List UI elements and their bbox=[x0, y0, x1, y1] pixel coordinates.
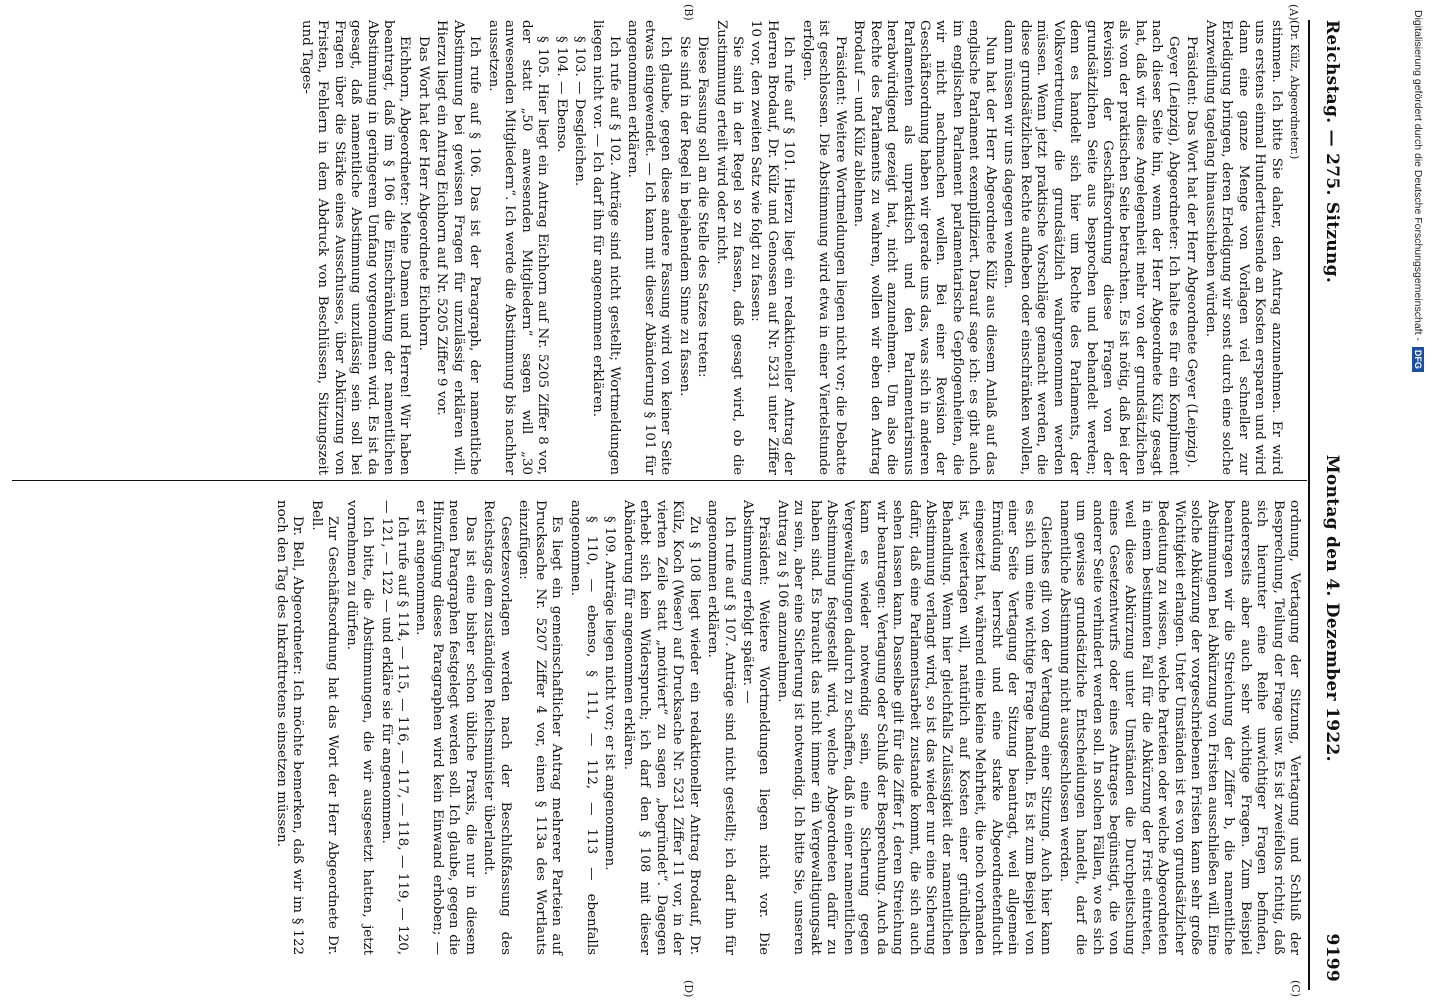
paragraph: § 103. — Desgleichen. bbox=[571, 36, 587, 187]
page-header bbox=[1312, 20, 1352, 982]
margin-mark-d: (D) bbox=[682, 980, 695, 998]
paragraph: Eichhorn, Abgeordneter: Meine Damen und Herren! Wir haben beantragt, daß im § 106 die Einschränkung der namentlichen Abstimmung in geringerem Umfang vorgenommen wird. Es ist da gesagt, daß namentliche Abstimmung unzulässig sein soll bei Fragen über die Stärke eines Ausschusses, über Abkürzung von Fristen, Fehlern in dem Abdruck von Beschlüssen, Sitzungszeit und Tages- bbox=[298, 20, 413, 475]
paragraph: Dr. Bell, Abgeordneter: Ich möchte bemerken, daß wir im § 122 noch den Tag des Inkrafttretens einsetzen müssen. bbox=[273, 500, 306, 955]
paragraph: Das ist eine bisher schon übliche Praxis, die nur in diesem neuen Paragraphen festgelegt werden soll. Ich glaube, gegen die Hinzufügung dieses Paragraphen wird kein Einwand erhoben; — er ist angenommen. bbox=[413, 500, 478, 955]
header-session: Reichstag. — 275. Sitzung. bbox=[1322, 20, 1342, 284]
paragraph: Ich glaube, gegen diese andere Fassung wird von keiner Seite etwas eingewendet. — Ich kann mit dieser Abänderung § 101 für angenommen erklären. bbox=[625, 20, 674, 475]
page-number: 9199 bbox=[1322, 933, 1342, 982]
paragraph: § 109. Anträge liegen nicht vor; er ist angenommen. bbox=[602, 516, 618, 871]
left-text-column bbox=[295, 20, 1302, 475]
margin-mark-c: (C) bbox=[1289, 980, 1302, 997]
paragraph: (Dr. Külz, Abgeordneter.) bbox=[1288, 20, 1301, 160]
paragraph: stimmen. Ich bitte Sie daher, den Antrag anzunehmen. Er wird uns erstens einmal Hunderttausende an Kosten ersparen und wird dann eine ganze Menge von Vorlagen viel schneller zur Erledigung bringen, deren Erledigung wir sonst durch eine solche Anzweiflung tagelang hinausschieben würden. bbox=[1202, 20, 1284, 475]
paragraph: Ich rufe auf § 102. Anträge sind nicht gestellt; Wortmeldungen liegen nicht vor. — Ich darf ihn für angenommen erklären. bbox=[590, 20, 622, 475]
right-text-column bbox=[270, 500, 1302, 955]
paragraph: Diese Fassung soll an die Stelle des Satzes treten: bbox=[695, 36, 711, 378]
header-rule bbox=[1308, 20, 1310, 990]
column-divider bbox=[12, 480, 1307, 481]
margin-mark-a: (A) bbox=[1287, 4, 1300, 21]
paragraph: Zu § 108 liegt wieder ein redaktioneller Antrag Brodauf, Dr. Külz, Koch (Weser) auf Drucksache Nr. 5231 Ziffer 11 vor, in der vierten Zeile statt „motiviert“ zu sagen „begründet“. Dagegen erhebt sich kein Widerspruch; ich darf den § 108 mit dieser Abänderung für angenommen erklären. bbox=[620, 500, 702, 955]
paragraph: § 104. — Ebenso. bbox=[553, 36, 569, 153]
credit-text: Digitalisierung gefördert durch die Deutsche Forschungsgemeinschaft - bbox=[1412, 10, 1424, 341]
paragraph: Ich bitte, die Abstimmungen, die wir ausgesetzt hatten, jetzt vornehmen zu dürfen. bbox=[343, 500, 376, 955]
paragraph: § 105. Hier liegt ein Antrag Eichhorn auf Nr. 5205 Ziffer 8 vor, der statt „50 anwesenden Mitgliedern“ sagen will „30 anwesenden Mitgliedern“. Ich werde die Abstimmung bis nachher aussetzen. bbox=[485, 20, 551, 475]
paragraph: Gleiches gilt von der Vertagung einer Sitzung. Auch hier kann es sich um eine wichtige Frage handeln. Es ist zum Beispiel von einer Seite Vertagung der Sitzung beantragt, weil allgemein Ermüdung herrscht und eine starke Abgeordnetenflucht eingesetzt hat, während eine kleine Mehrheit, die noch vorhanden ist, weitertagen will, natürlich auf Kosten einer gründlichen Behandlung. Wenn hier gleichfalls Zulässigkeit der namentlichen Abstimmung verlangt wird, so ist das wieder nur eine Sicherung dafür, daß eine Parlamentsarbeit zustande kommt, die sich auch sehen lassen kann. Dasselbe gilt für die Ziffer f, deren Streichung wir beantragen: Vertagung oder Schluß der Besprechung. Auch da kann es wieder notwendig sein, eine Sicherung gegen Vergewaltigungen dadurch zu schaffen, daß in einer namentlichen Abstimmung festgestellt wird, welche Abgeordneten dafür zu haben sind. Es braucht das nicht immer ein Vergewaltigungsakt zu sein, aber eine Sicherung ist notwendig. Ich bitte Sie, unseren Antrag zu § 106 anzunehmen. bbox=[774, 500, 1054, 955]
header-date: Montag den 4. Dezember 1922. bbox=[1322, 454, 1342, 762]
paragraph: Ich rufe auf § 114, — 115, — 116, — 117, — 118, — 119, — 120, — 121, — 122 — und erkläre sie für angenommen. bbox=[378, 500, 410, 955]
paragraph: Nun hat der Herr Abgeordnete Külz aus diesem Anlaß auf das englische Parlament exemplifiziert. Darauf sage ich: es gibt auch im englischen Parlament parlamentarische Gepflogenheiten, die wir nicht nachmachen wollen. Bei einer Revision der Geschäftsordnung haben wir gerade uns das, was sich in anderen Parlamenten als unpraktisch und den Parlamentarismus herabwürdigend gezeigt hat, nicht anzunehmen. Um also die Rechte des Parlaments zu wahren, wollen wir eben den Antrag Brodauf — und Külz ablehnen. bbox=[851, 20, 998, 475]
margin-mark-b: (B) bbox=[682, 4, 695, 21]
paragraph: Es liegt ein gemeinschaftlicher Antrag mehrerer Parteien auf Drucksache Nr. 5207 Ziffer 4 vor, einen § 113a des Wortlauts einzufügen: bbox=[516, 500, 565, 955]
paragraph: ordnung, Vertagung der Sitzung, Vertagung und Schluß der Besprechung, Teilung der Frage usw. Es ist zweifellos richtig, daß sich hierunter eine Reihe unwichtiger Fragen befinden, andererseits aber auch sehr wichtige Fragen. Zum Beispiel beantragen wir die Streichung der Ziffer b, die namentliche Abstimmungen bei Abkürzung von Fristen ausschließen will. Eine solche Abkürzung der vorgeschriebenen Fristen kann sehr große Wichtigkeit erlangen. Unter Umständen ist es von grundsätzlicher Bedeutung zu wissen, welche Parteien oder welche Abgeordneten in einem bestimmten Fall für die Abkürzung der Frist eintreten, weil diese Abkürzung unter Umständen die Durchpeitschung eines Gesetzentwurfs oder eines Antrages begünstigt, die von anderer Seite verhindert werden soll. In solchen Fällen, wo es sich um gewisse grundsätzliche Entscheidungen handelt, darf die namentliche Abstimmung nicht ausgeschlossen werden. bbox=[1056, 500, 1302, 955]
paragraph: Präsident: Weitere Wortmeldungen liegen nicht vor. Die Abstimmung erfolgt später. — bbox=[740, 500, 772, 955]
paragraph: Das Wort hat der Herr Abgeordnete Eichhorn. bbox=[415, 36, 431, 351]
paragraph: Geyer (Leipzig), Abgeordneter: Ich halte es für ein Kompliment nach dieser Seite hin, wenn der Herr Abgeordnete Külz gesagt hat, daß wir diese Angelegenheit mehr von der grundsätzlichen als von der praktischen Seite betrachten. Es ist nötig, daß bei der Revision der Geschäftsordnung diese Fragen von der grundsätzlichen Seite aus besprochen und behandelt werden; denn es handelt sich hier um Rechte des Parlaments, der Volksvertretung, die grundsätzlich wahrgenommen werden müssen. Wenn jetzt praktische Vorschläge gemacht werden, die diese grundsätzlichen Rechte aufheben oder einschränken wollen, dann müssen wir uns dagegen wenden. bbox=[1001, 20, 1181, 475]
paragraph: Präsident: Das Wort hat der Herr Abgeordnete Geyer (Leipzig). bbox=[1184, 36, 1200, 468]
paragraph: Ich rufe auf § 107. Anträge sind nicht gestellt; ich darf ihn für angenommen erklären. bbox=[705, 500, 737, 955]
paragraph: Sie sind in der Regel so zu fassen, daß gesagt wird, ob die Zustimmung erteilt wird oder nicht. bbox=[713, 20, 746, 475]
paragraph: Ich rufe auf § 101. Hierzu liegt ein redaktioneller Antrag der Herren Brodauf, Dr. Külz und Genossen auf Nr. 5231 unter Ziffer 10 vor, den zweiten Satz wie folgt zu fassen: bbox=[748, 20, 797, 475]
paragraph: Sie sind in der Regel in bejahendem Sinne zu fassen. bbox=[676, 36, 692, 397]
digitization-credit bbox=[1410, 10, 1426, 990]
paragraph: Ich rufe auf § 106. Das ist der Paragraph, der namentliche Abstimmung bei gewissen Fragen für unzulässig erklären will. Hierzu liegt ein Antrag Eichhorn auf Nr. 5205 Ziffer 9 vor. bbox=[434, 20, 483, 475]
dfg-logo: DFG bbox=[1412, 347, 1424, 372]
paragraph: Gesetzesvorlagen werden nach der Beschlußfassung des Reichstags dem zuständigen Reichsminister überlandt. bbox=[481, 500, 513, 955]
paragraph: Präsident: Weitere Wortmeldungen liegen nicht vor; die Debatte ist geschlossen. Die Abstimmung wird etwa in einer Viertelstunde erfolgen. bbox=[799, 20, 848, 475]
paragraph: Zur Geschäftsordnung hat das Wort der Herr Abgeordnete Dr. Bell. bbox=[308, 500, 341, 955]
paragraph: § 110, — ebenso, § 111, — 112, — 113 — ebenfalls angenommen. bbox=[567, 500, 599, 955]
